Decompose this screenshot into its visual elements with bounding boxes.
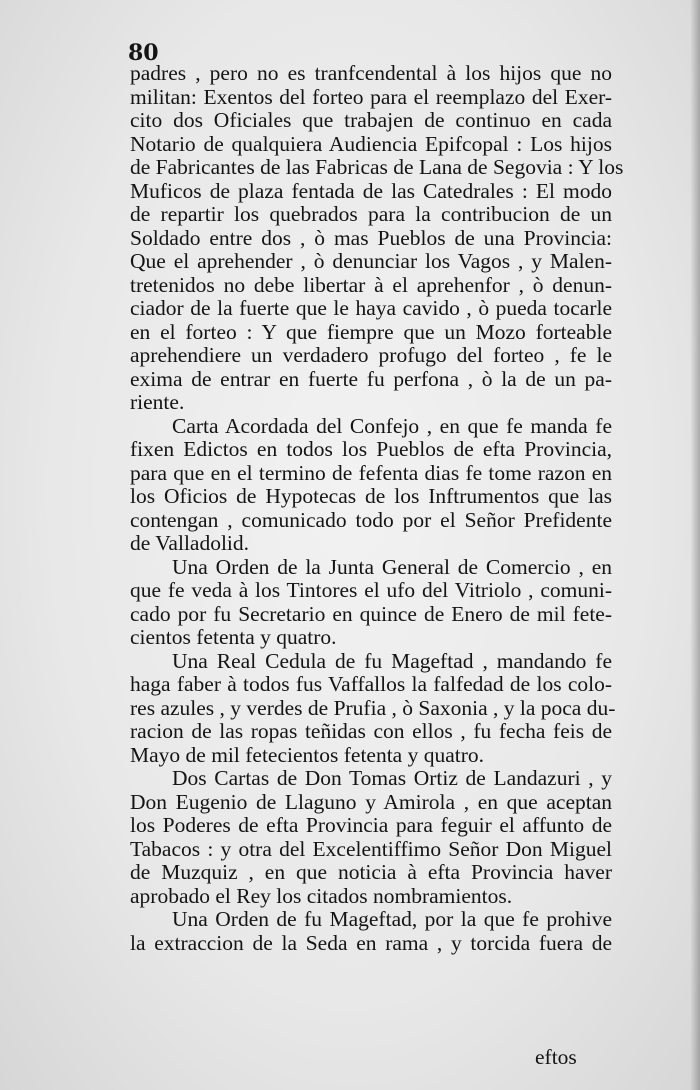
text-line: cito dos Oficiales que trabajen de continuo en cada [130,108,612,132]
body-text [130,61,624,955]
text-line: Que el aprehender , ò denunciar los Vagos , y Malen- [130,249,612,273]
text-line: aprehendiere un verdadero profugo del forteo , fe le [130,343,612,367]
text-line: los Oficios de Hypotecas de los Inftrumentos que las [130,484,612,508]
text-line: racion de las ropas teñidas con ellos , fu fecha feis de [130,719,612,743]
text-line: Notario de qualquiera Audiencia Epifcopal : Los hijos [130,131,612,156]
text-line: ciador de la fuerte que le haya cavido , ò pueda tocarle [130,296,612,320]
catchword: eftos [535,1045,577,1069]
text-line: de Fabricantes de las Fabricas de Lana de Segovia : Y los [130,155,624,179]
text-line: de Valladolid. [130,531,250,555]
text-line: que fe veda à los Tintores el ufo del Vitriolo , comuni- [130,578,612,602]
text-line: riente. [130,390,185,414]
text-line: aprobado el Rey los citados nombramientos. [130,883,513,908]
page-number: 80 [128,40,159,66]
text-line: cado por fu Secretario en quince de Enero de mil fete- [130,601,612,626]
text-line: Una Orden de la Junta General de Comercio , en [172,554,612,579]
text-line: Carta Acordada del Confejo , en que fe manda fe [172,413,612,438]
text-line: Don Eugenio de Llaguno y Amirola , en que aceptan [130,789,612,814]
text-line: para que en el termino de fefenta dias fe tome razon en [130,460,612,485]
text-line: en el forteo : Y que fiempre que un Mozo forteable [130,319,612,344]
text-line: los Poderes de efta Provincia para feguir el affunto de [130,813,612,837]
text-line: de Muzquiz , en que noticia à efta Provincia haver [130,860,612,884]
text-line: Mayo de mil fetecientos fetenta y quatro. [130,742,485,767]
text-line: cientos fetenta y quatro. [130,625,337,649]
text-line: exima de entrar en fuerte fu perfona , ò la de un pa- [130,366,612,391]
text-line: la extraccion de la Seda en rama , y torcida fuera de [130,930,612,955]
text-line: res azules , y verdes de Prufia , ò Saxonia , y la poca du- [130,695,616,720]
text-line: Soldado entre dos , ò mas Pueblos de una Provincia: [130,225,612,250]
text-line: haga faber à todos fus Vaffallos la falfedad de los colo- [130,672,612,696]
text-line: Tabacos : y otra del Excelentiffimo Señor Don Miguel [130,836,612,861]
text-line: tretenidos no debe libertar à el aprehenfor , ò denun- [130,272,612,297]
text-line: militan: Exentos del forteo para el reemplazo del Exer- [130,84,612,109]
text-line: Una Orden de fu Mageftad, por la que fe prohive [172,907,612,931]
text-line: Muficos de plaza fentada de las Catedrales : El modo [130,178,612,203]
text-line: Una Real Cedula de fu Mageftad , mandando fe [172,648,612,673]
text-line: contengan , comunicado todo por el Señor Prefidente [130,507,612,532]
text-line: padres , pero no es tranfcendental à los hijos que no [130,61,612,85]
text-line: Dos Cartas de Don Tomas Ortiz de Landazuri , y [172,766,612,790]
text-line: de repartir los quebrados para la contribucion de un [130,202,612,226]
text-line: fixen Edictos en todos los Pueblos de efta Provincia, [130,437,612,461]
